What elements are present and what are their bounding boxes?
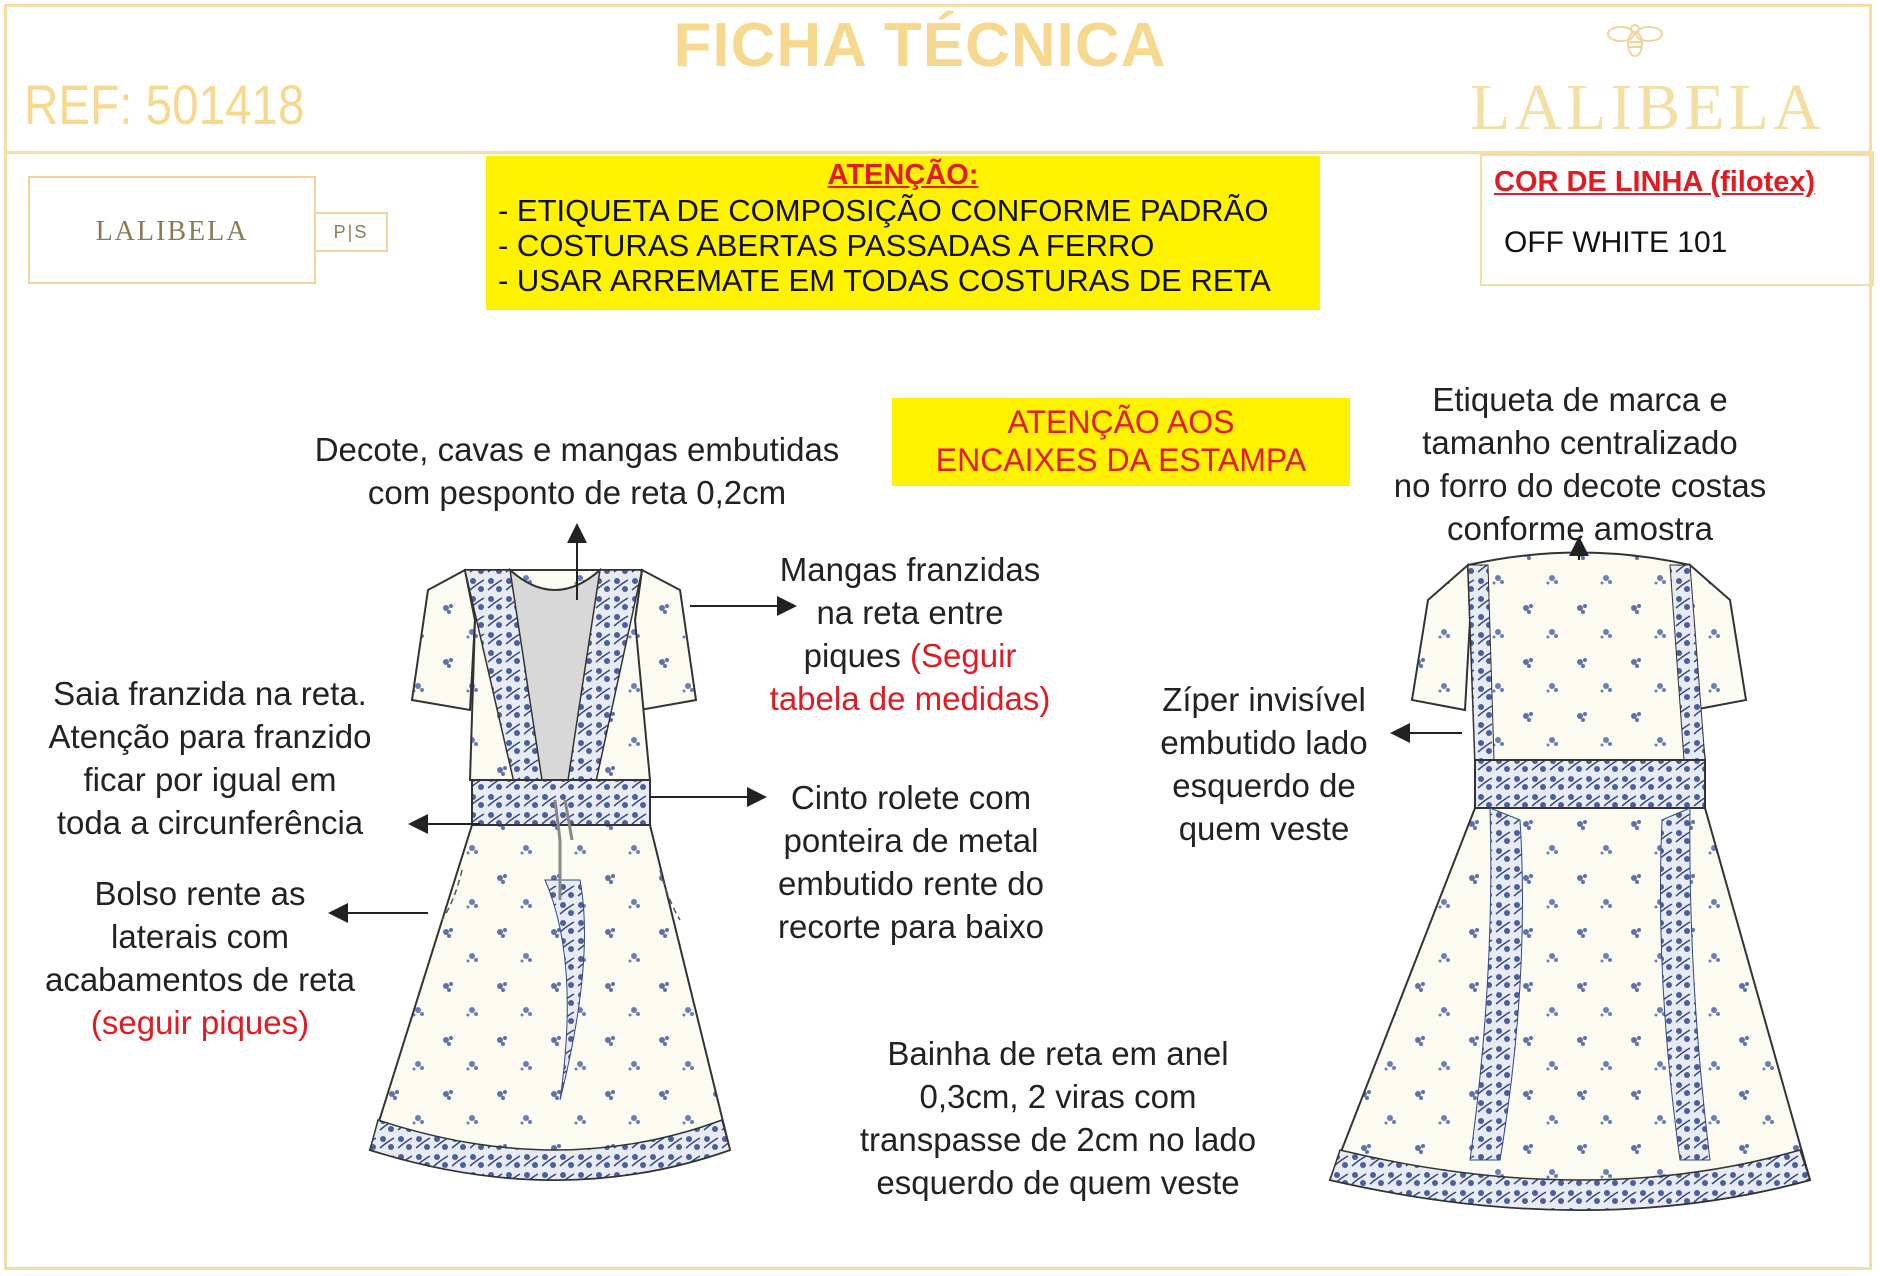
reference-number: REF: 501418 xyxy=(24,73,305,136)
note-line: esquerdo de quem veste xyxy=(876,1164,1240,1201)
front-waistband xyxy=(472,780,650,825)
brand-logo: LALIBELA xyxy=(1470,71,1825,144)
note-line: toda a circunferência xyxy=(56,804,364,841)
zipper-note xyxy=(1124,678,1404,850)
attention-heading: ATENÇÃO: xyxy=(827,159,979,191)
attention-line: - COSTURAS ABERTAS PASSADAS A FERRO xyxy=(498,228,1155,263)
note-line: Atenção para franzido xyxy=(48,718,372,755)
thread-color-value: OFF WHITE 101 xyxy=(1504,226,1728,259)
note-line: laterais com xyxy=(111,918,289,955)
neckline-note xyxy=(262,428,892,514)
sleeves-note xyxy=(718,548,1102,720)
note-line: esquerdo de xyxy=(1172,767,1356,804)
note-line: embutido rente do xyxy=(777,865,1044,902)
note-line: Bolso rente as xyxy=(94,875,306,912)
pocket-note xyxy=(10,872,390,1044)
note-red-line: tabela de medidas) xyxy=(769,680,1051,717)
back-dress-drawing xyxy=(1330,553,1810,1211)
note-line: com pesponto de reta 0,2cm xyxy=(367,474,787,511)
belt-note xyxy=(742,776,1080,948)
back-left-sleeve xyxy=(1412,565,1470,710)
note-red-text: (Seguir xyxy=(910,637,1017,674)
attention-line: - ETIQUETA DE COMPOSIÇÃO CONFORME PADRÃO xyxy=(498,193,1269,228)
note-text: piques xyxy=(803,637,911,674)
back-bodice xyxy=(1468,553,1705,761)
hem-note xyxy=(838,1032,1278,1204)
back-waistband xyxy=(1475,760,1705,808)
note-line: embutido lado xyxy=(1160,724,1368,761)
note-line: Etiqueta de marca e xyxy=(1432,381,1728,418)
note-line: transpasse de 2cm no lado xyxy=(859,1121,1257,1158)
front-left-sleeve xyxy=(412,570,475,710)
note-line: Saia franzida na reta. xyxy=(53,675,367,712)
note-line: Mangas franzidas xyxy=(779,551,1041,588)
note-line: quem veste xyxy=(1178,810,1350,847)
back-skirt xyxy=(1330,808,1810,1210)
note-line: ponteira de metal xyxy=(783,822,1039,859)
note-line xyxy=(718,634,1102,677)
note-line: Decote, cavas e mangas embutidas xyxy=(314,431,840,468)
front-skirt xyxy=(370,825,730,1180)
front-right-sleeve xyxy=(635,570,696,710)
note-line: tamanho centralizado xyxy=(1422,424,1738,461)
note-line: Zíper invisível xyxy=(1162,681,1366,718)
print-warning-line: ENCAIXES DA ESTAMPA xyxy=(935,442,1307,478)
skirt-note xyxy=(14,672,406,844)
thread-color-heading: COR DE LINHA (filotex) xyxy=(1494,166,1816,198)
attention-line: - USAR ARREMATE EM TODAS COSTURAS DE RETA xyxy=(498,263,1271,298)
note-line: acabamentos de reta xyxy=(44,961,356,998)
note-line: recorte para baixo xyxy=(778,908,1044,945)
note-line: na reta entre xyxy=(816,594,1004,631)
note-line: 0,3cm, 2 viras com xyxy=(919,1078,1197,1115)
note-line: no forro do decote costas xyxy=(1393,467,1767,504)
brand-label-text: LALIBELA xyxy=(95,216,249,247)
size-label-sample: P|S xyxy=(316,212,388,252)
note-line: conforme amostra xyxy=(1447,510,1713,547)
back-label-note xyxy=(1360,378,1800,550)
note-line: Bainha de reta em anel xyxy=(887,1035,1229,1072)
note-red-line: (seguir piques) xyxy=(90,1004,310,1041)
print-warning-line: ATENÇÃO AOS xyxy=(1007,404,1235,440)
note-line: ficar por igual em xyxy=(83,761,337,798)
front-dress-drawing xyxy=(370,570,730,1180)
note-line: Cinto rolete com xyxy=(790,779,1032,816)
page-title: FICHA TÉCNICA xyxy=(673,11,1167,80)
